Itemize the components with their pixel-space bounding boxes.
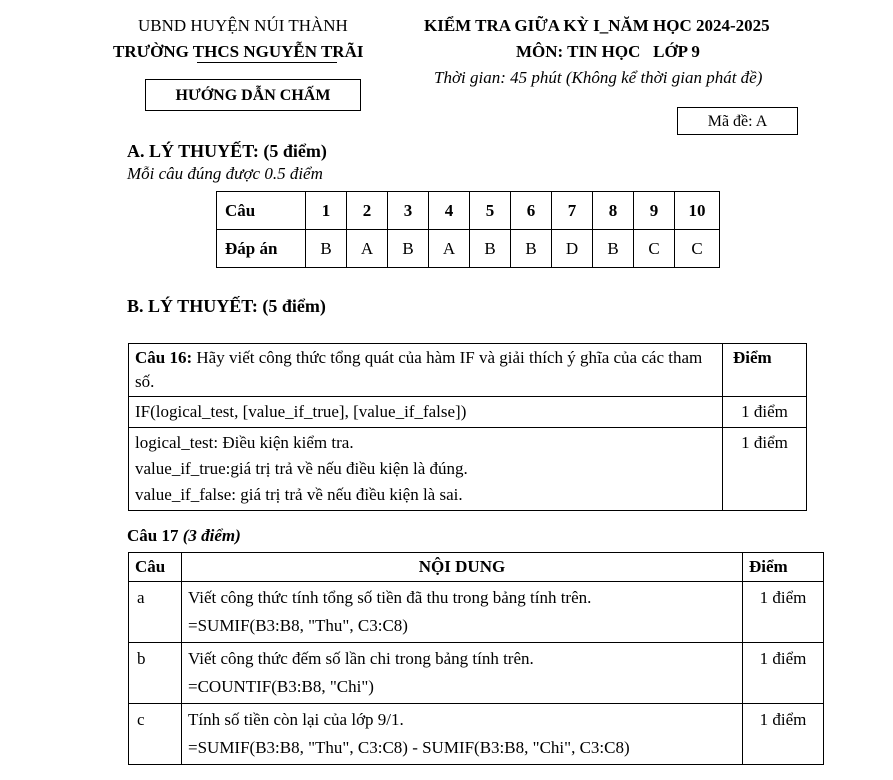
answer-value: A (429, 230, 470, 268)
question-17-table (128, 552, 824, 765)
answer-key-answer-row (217, 230, 720, 268)
section-a-note: Mỗi câu đúng được 0.5 điểm (127, 164, 323, 183)
param-logical-test: logical_test: Điều kiện kiểm tra. (135, 433, 354, 452)
sub-question-content (182, 704, 743, 765)
question-17-row-c (129, 704, 824, 765)
question-16-label: Câu 16: (135, 348, 193, 367)
question-17-label: Câu 17 (127, 526, 179, 545)
section-a-title: A. LÝ THUYẾT: (5 điểm) (127, 141, 327, 161)
sub-question-formula: =COUNTIF(B3:B8, "Chi") (188, 677, 374, 696)
district-name: UBND HUYỆN NÚI THÀNH (138, 16, 348, 35)
subject-grade: MÔN: TIN HỌC LỚP 9 (516, 42, 700, 61)
question-16-row-2 (129, 428, 807, 511)
question-17-heading (127, 526, 241, 546)
question-16-header-row (129, 344, 807, 397)
question-17-row-b (129, 643, 824, 704)
answer-value: B (511, 230, 552, 268)
question-number: 2 (347, 192, 388, 230)
sub-question-prompt: Viết công thức tính tổng số tiền đã thu trong bảng tính trên. (188, 588, 592, 607)
question-17-header-row (129, 553, 824, 582)
points-value: 1 điểm (743, 643, 824, 704)
question-number: 5 (470, 192, 511, 230)
sub-question-id: c (129, 704, 182, 765)
sub-question-id: a (129, 582, 182, 643)
col-header-content: NỘI DUNG (182, 553, 743, 582)
answer-value: C (675, 230, 720, 268)
question-number: 7 (552, 192, 593, 230)
question-number: 4 (429, 192, 470, 230)
question-16-prompt (129, 344, 723, 397)
grading-guide-box (145, 79, 361, 111)
sub-question-id: b (129, 643, 182, 704)
question-number: 8 (593, 192, 634, 230)
question-16-table (128, 343, 807, 511)
school-underline (197, 62, 337, 63)
exam-code-box (677, 107, 798, 135)
question-16-points-header: Điểm (723, 344, 807, 397)
section-b-title: B. LÝ THUYẾT: (5 điểm) (127, 296, 326, 316)
answer-key-table (216, 191, 720, 268)
exam-title: KIỂM TRA GIỮA KỲ I_NĂM HỌC 2024-2025 (424, 16, 770, 35)
sub-question-prompt: Viết công thức đếm số lần chi trong bảng tính trên. (188, 649, 534, 668)
school-name: TRƯỜNG THCS NGUYỄN TRÃI (113, 42, 364, 61)
question-number: 1 (306, 192, 347, 230)
points-value: 1 điểm (743, 704, 824, 765)
question-number: 3 (388, 192, 429, 230)
grading-guide-label: HƯỚNG DẪN CHẤM (175, 87, 331, 104)
answer-value: B (306, 230, 347, 268)
answer-value: C (634, 230, 675, 268)
if-parameters (129, 428, 723, 511)
answer-value: B (593, 230, 634, 268)
sub-question-content (182, 582, 743, 643)
sub-question-formula: =SUMIF(B3:B8, "Thu", C3:C8) - SUMIF(B3:B8, "Chi", C3:C8) (188, 738, 630, 757)
sub-question-content (182, 643, 743, 704)
points-value: 1 điểm (723, 397, 807, 428)
question-17-row-a (129, 582, 824, 643)
question-number: 10 (675, 192, 720, 230)
question-16-text: Hãy viết công thức tổng quát của hàm IF và giải thích ý ghĩa của các tham số. (135, 348, 703, 391)
param-value-if-false: value_if_false: giá trị trả về nếu điều kiện là sai. (135, 485, 463, 504)
col-header-question: Câu (129, 553, 182, 582)
sub-question-formula: =SUMIF(B3:B8, "Thu", C3:C8) (188, 616, 408, 635)
answer-value: D (552, 230, 593, 268)
points-value: 1 điểm (743, 582, 824, 643)
points-value: 1 điểm (723, 428, 807, 511)
question-17-points-note: (3 điểm) (182, 526, 241, 545)
sub-question-prompt: Tính số tiền còn lại của lớp 9/1. (188, 710, 404, 729)
answer-value: B (470, 230, 511, 268)
question-number: 6 (511, 192, 552, 230)
question-header: Câu (217, 192, 306, 230)
col-header-points: Điểm (743, 553, 824, 582)
answer-header: Đáp án (217, 230, 306, 268)
exam-duration: Thời gian: 45 phút (Không kể thời gian phát đề) (434, 68, 763, 87)
question-number: 9 (634, 192, 675, 230)
question-16-row-1 (129, 397, 807, 428)
answer-value: B (388, 230, 429, 268)
exam-code-label: Mã đề: A (707, 113, 768, 130)
answer-key-question-row (217, 192, 720, 230)
answer-value: A (347, 230, 388, 268)
param-value-if-true: value_if_true:giá trị trả về nếu điều kiện là đúng. (135, 459, 468, 478)
if-formula: IF(logical_test, [value_if_true], [value_if_false]) (129, 397, 723, 428)
